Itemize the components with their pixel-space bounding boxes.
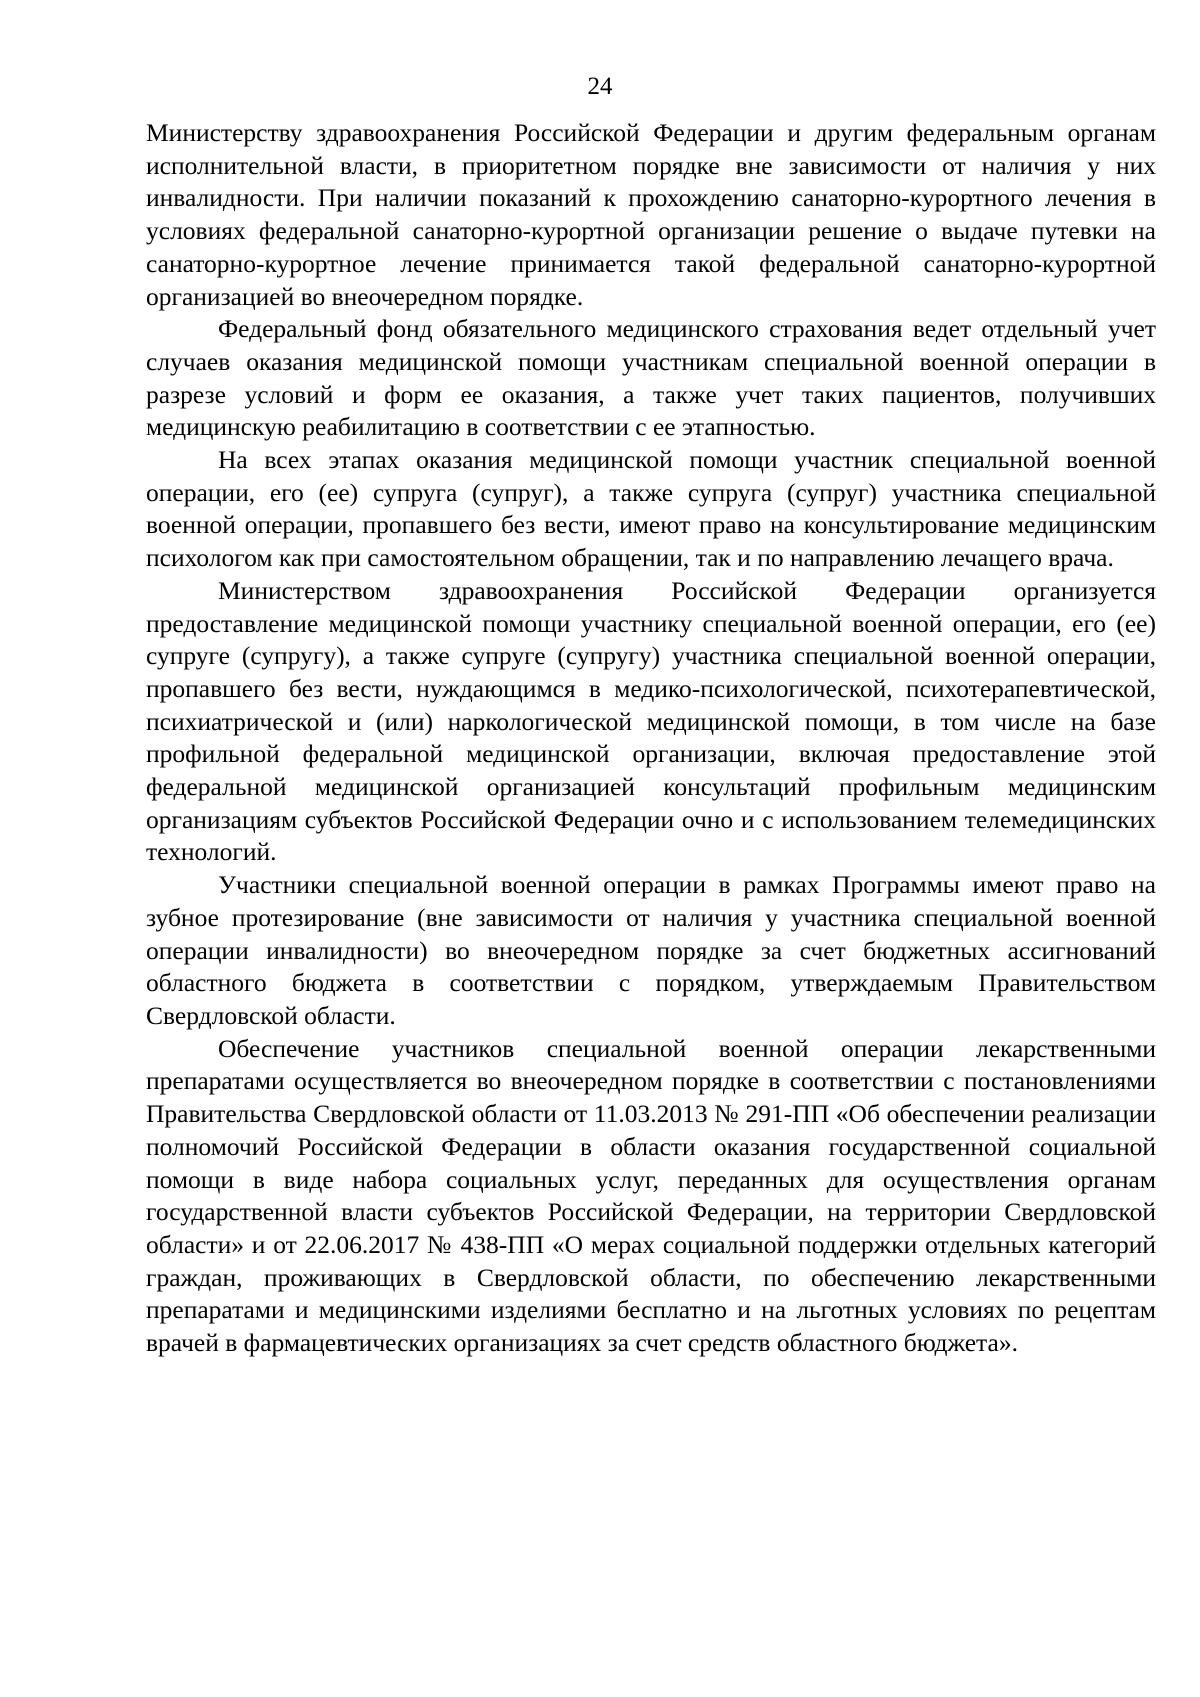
paragraph-psychologist-consultation: На всех этапах оказания медицинской помощи участник специальной военной операции, его (ее) супруга (супруг), а также супруга (супруг) участника специальной военной операции, пропавшего без вести, имеют право на консультирование медицинским психологом как при самостоятельном обращении, так и по направлению лечащего врача. <box>146 445 1156 573</box>
paragraph-mental-health-care: Министерством здравоохранения Российской Федерации организуется предоставление медицинской помощи участнику специальной военной операции, его (ее) супруге (супругу), а также супруге (супругу) участника специальной военной операции, пропавшего без вести, нуждающимся в медико-психологической, психотерапевтической, психиатрической и (или) наркологической медицинской помощи, в том числе на базе профильной федеральной медицинской организации, включая предоставление этой федеральной медицинской организацией консультаций профильным медицинским организациям субъектов Российской Федерации очно и с использованием телемедицинских технологий. <box>146 575 1156 867</box>
paragraph-dental-prosthetics: Участники специальной военной операции в рамках Программы имеют право на зубное протезирование (вне зависимости от наличия у участника специальной военной операции инвалидности) во внеочередном порядке за счет бюджетных ассигнований областного бюджета в соответствии с порядком, утверждаемым Правительством Свердловской области. <box>146 870 1156 1030</box>
page-number: 24 <box>587 73 613 100</box>
paragraph-drug-provision: Обеспечение участников специальной военной операции лекарственными препаратами осуществляется во внеочередном порядке в соответствии с постановлениями Правительства Свердловской области от 11.03.2013 № 291-ПП «Об обеспечении реализации полномочий Российской Федерации в области оказания государственной социальной помощи в виде набора социальных услуг, переданных для осуществления органам государственной власти субъектов Российской Федерации, на территории Свердловской области» и от 22.06.2017 № 438-ПП «О мерах социальной поддержки отдельных категорий граждан, проживающих в Свердловской области, по обеспечению лекарственными препаратами и медицинскими изделиями бесплатно и на льготных условиях по рецептам врачей в фармацевтических организациях за счет средств областного бюджета». <box>146 1033 1156 1358</box>
paragraph-continuation: Министерству здравоохранения Российской Федерации и другим федеральным органам исполнительной власти, в приоритетном порядке вне зависимости от наличия у них инвалидности. При наличии показаний к прохождению санаторно-курортного лечения в условиях федеральной санаторно-курортной организации решение о выдаче путевки на санаторно-курортное лечение принимается такой федеральной санаторно-курортной организацией во внеочередном порядке. <box>146 118 1156 311</box>
document-body <box>146 117 1156 1360</box>
paragraph-ffoms-accounting: Федеральный фонд обязательного медицинского страхования ведет отдельный учет случаев оказания медицинской помощи участникам специальной военной операции в разрезе условий и форм ее оказания, а также учет таких пациентов, получивших медицинскую реабилитацию в соответствии с ее этапностью. <box>146 314 1156 442</box>
